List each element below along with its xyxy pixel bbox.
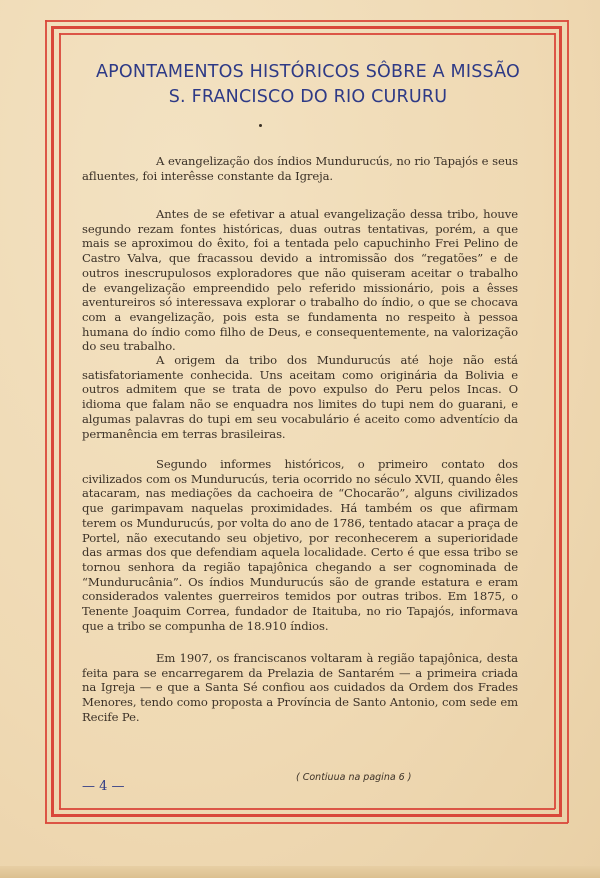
article-title-line-1: APONTAMENTOS HISTÓRICOS SÔBRE A MISSÃO [96, 62, 520, 82]
border-outer-bottom [45, 822, 568, 824]
border-thick-bottom [51, 814, 562, 817]
paragraph-1-text: A evangelização dos índios Mundurucús, no rio Tapajós e seus afluentes, foi interêsse constante da Igreja. [82, 154, 518, 183]
border-inner-bottom [59, 808, 555, 810]
page-number: — 4 — [82, 779, 125, 794]
border-thick-top [51, 26, 562, 29]
paragraph-2-text: Antes de se efetivar a atual evangelização dessa tribo, houve segundo rezam fontes históricas, duas outras tentativas, porém, a que mais se aproximou do êxito, foi a tentada pelo capuchinho Frei Pelino de Castro Valva, que fracassou devido a intromissão dos “regatões” e de outros inescrupulosos exploradores que não quiseram aceitar o trabalho de evangelização empreendido pelo referido missionário, pois a êsses aventureiros só interessava explorar o trabalho do índio, o que se chocava com a evangelização, pois esta se fundamenta no respeito à pessoa humana do índio como filho de Deus, e consequentemente, na valorização do seu trabalho. [82, 207, 518, 354]
border-inner-left [59, 33, 61, 809]
border-outer-top [45, 20, 568, 22]
paragraph-3 [82, 353, 518, 441]
border-outer-right [567, 20, 569, 823]
paragraph-5-text: Em 1907, os franciscanos voltaram à região tapajônica, desta feita para se encarregarem da Prelazia de Santarém — a primeira criada na Igreja — e que a Santa Sé confiou aos cuidados da Ordem dos Frades Menores, tendo como proposta a Província de Santo Antonio, com sede em Recife Pe. [82, 651, 518, 724]
continuation-note: ( Contiuua na pagina 6 ) [296, 772, 412, 783]
paragraph-3-text: A origem da tribo dos Mundurucús até hoje não está satisfatoriamente conhecida. Uns aceitam como originária da Bolivia e outros admitem que se trata de povo expulso do Peru pelos Incas. O idioma que falam não se enquadra nos limites do tupi nem do guarani, e algumas palavras do tupi em seu vocabulário é aceito como adventício da permanência em terras brasileiras. [82, 353, 518, 441]
article-title-line-2: S. FRANCISCO DO RIO CURURU [168, 87, 448, 107]
paragraph-4-text: Segundo informes históricos, o primeiro contato dos civilizados com os Mundurucús, teria ocorrido no século XVII, quando êles atacaram, nas mediações da cachoeira de “Chocarão”, alguns civilizados que garimpavam naquelas proximidades. Há também os que afirmam terem os Mundurucús, por volta do ano de 1786, tentado atacar a praça de Portel, não executando seu objetivo, por reconhecerem a superioridade das armas dos que defendiam aquela localidade. Certo é que essa tribo se tornou senhora da região tapajônica chegando a ser cognominada de “Mundurucânia”. Os índios Mundurucús são de grande estatura e eram considerados valentes guerreiros temidos por outras tribos. Em 1875, o Tenente Joaquim Correa, fundador de Itaituba, no rio Tapajós, informava que a tribo se compunha de 18.910 índios. [82, 457, 518, 633]
page-edge-shadow [0, 866, 600, 878]
border-thick-right [559, 26, 562, 817]
paragraph-4 [82, 457, 518, 633]
paragraph-1 [82, 154, 518, 183]
border-inner-right [554, 33, 556, 809]
border-thick-left [51, 26, 54, 817]
paragraph-2 [82, 207, 518, 354]
ornament-dot [259, 124, 262, 127]
paragraph-5 [82, 651, 518, 725]
border-inner-top [59, 33, 555, 35]
border-outer-left [45, 20, 47, 823]
